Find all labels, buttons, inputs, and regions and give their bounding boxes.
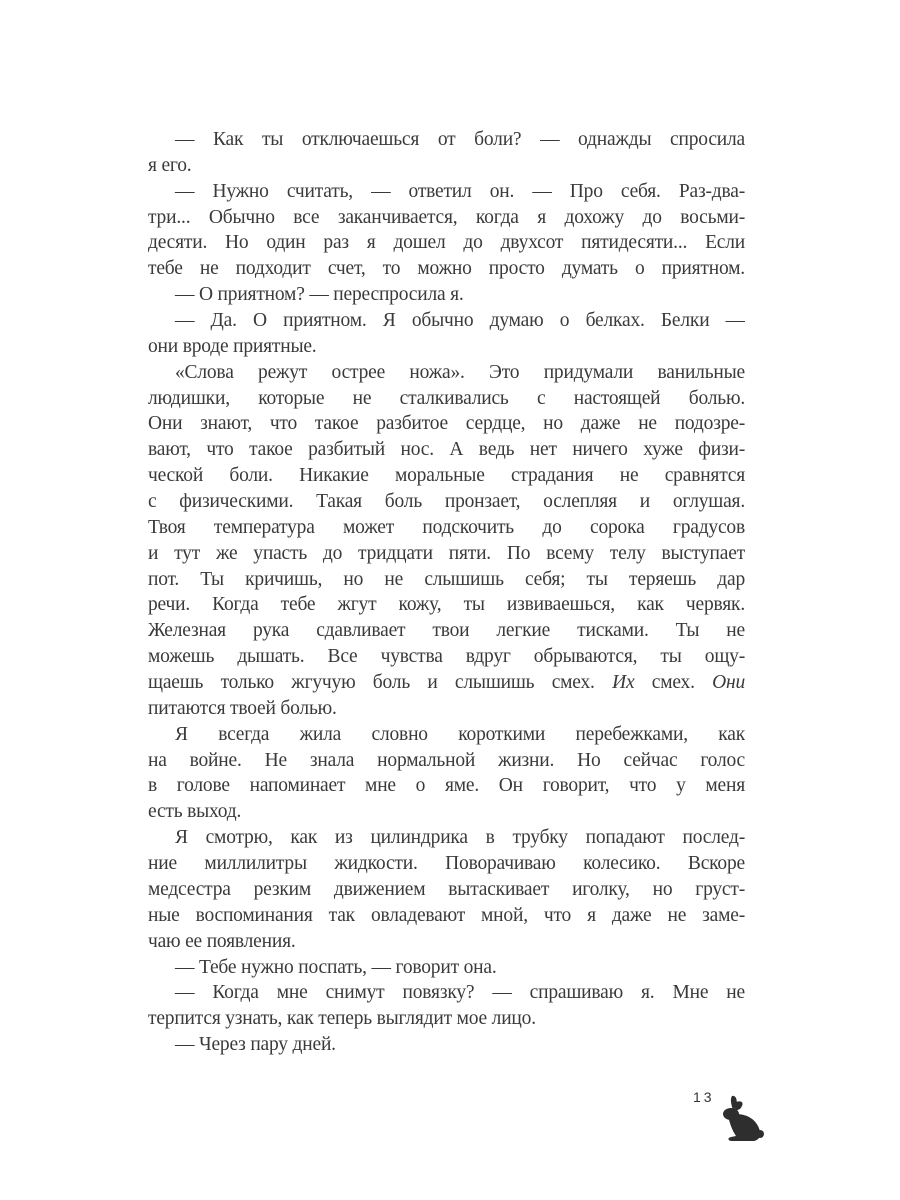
text-segment: — Как ты отключаешься от боли? — однажды спросила: [175, 129, 745, 150]
text-line: [148, 179, 745, 205]
italic-text: Они: [712, 672, 745, 694]
text-segment: они вроде приятные.: [148, 335, 317, 357]
text-segment: Я всегда жила словно короткими перебежками, как: [175, 723, 745, 745]
text-line: [148, 386, 745, 412]
text-segment: Я смотрю, как из цилиндрика в трубку попадают послед-: [175, 827, 745, 849]
text-segment: можешь дышать. Все чувства вдруг обрываются, ты ощу-: [148, 646, 745, 668]
text-segment: — Да. О приятном. Я обычно думаю о белках. Белки —: [175, 310, 745, 332]
text-line: [148, 334, 745, 360]
text-segment: десяти. Но один раз я дошел до двухсот пятидесяти... Если: [148, 232, 745, 254]
text-line: [148, 256, 745, 282]
text-line: [148, 411, 745, 437]
body-text: [148, 127, 745, 1058]
text-line: [148, 592, 745, 618]
text-line: [148, 748, 745, 774]
text-segment: я его.: [148, 154, 192, 176]
text-line: [148, 515, 745, 541]
text-line: [148, 773, 745, 799]
text-segment: и тут же упасть до тридцати пяти. По всему телу выступает: [148, 542, 745, 564]
text-segment: пот. Ты кричишь, но не слышишь себя; ты теряешь дар: [148, 568, 745, 590]
text-segment: — Нужно считать, — ответил он. — Про себя. Раз-два-: [175, 180, 745, 202]
text-line: [148, 799, 745, 825]
text-segment: тебе не подходит счет, то можно просто думать о приятном.: [148, 258, 745, 280]
text-segment: питаются твоей болью.: [148, 697, 337, 719]
text-segment: ные воспоминания так овладевают мной, что я даже не заме-: [148, 904, 745, 926]
text-segment: — О приятном? — переспросила я.: [175, 284, 464, 306]
text-segment: речи. Когда тебе жгут кожу, ты извиваешься, как червяк.: [148, 594, 745, 616]
text-line: [148, 851, 745, 877]
text-line: [148, 308, 745, 334]
italic-text: Их: [612, 672, 635, 694]
text-line: [148, 230, 745, 256]
text-segment: с физическими. Такая боль пронзает, ослепляя и оглушая.: [148, 491, 745, 513]
text-segment: людишки, которые не сталкивались с настоящей болью.: [148, 387, 745, 409]
text-line: [148, 903, 745, 929]
text-segment: — Через пару дней.: [175, 1034, 336, 1056]
text-segment: — Тебе нужно поспать, — говорит она.: [175, 956, 497, 978]
text-segment: есть выход.: [148, 801, 242, 823]
text-line: [148, 696, 745, 722]
text-segment: медсестра резким движением вытаскивает иголку, но груст-: [148, 878, 745, 900]
text-line: [148, 722, 745, 748]
text-line: [148, 489, 745, 515]
text-segment: Твоя температура может подскочить до сорока градусов: [148, 516, 745, 538]
text-line: [148, 618, 745, 644]
text-line: [148, 541, 745, 567]
text-line: [148, 644, 745, 670]
text-line: [148, 825, 745, 851]
text-line: [148, 282, 745, 308]
text-line: [148, 1032, 745, 1058]
text-line: [148, 1006, 745, 1032]
text-segment: чаю ее появления.: [148, 930, 296, 952]
text-line: [148, 955, 745, 981]
text-line: [148, 153, 745, 179]
text-line: [148, 437, 745, 463]
text-segment: ние миллилитры жидкости. Поворачиваю колесико. Вскоре: [148, 853, 745, 875]
text-segment: смех.: [634, 672, 713, 694]
text-line: [148, 670, 745, 696]
text-segment: на войне. Не знала нормальной жизни. Но сейчас голос: [148, 749, 745, 771]
text-segment: вают, что такое разбитый нос. А ведь нет ничего хуже физи-: [148, 439, 745, 461]
text-line: [148, 877, 745, 903]
text-segment: ческой боли. Никакие моральные страдания не сравнятся: [148, 465, 745, 487]
text-segment: три... Обычно все заканчивается, когда я дохожу до восьми-: [148, 206, 745, 228]
text-line: [148, 463, 745, 489]
rabbit-icon: [718, 1094, 766, 1144]
text-line: [148, 929, 745, 955]
page-number: 13: [693, 1089, 715, 1105]
text-line: [148, 205, 745, 231]
text-segment: — Когда мне снимут повязку? — спрашиваю я. Мне не: [175, 982, 745, 1004]
text-segment: щаешь только жгучую боль и слышишь смех.: [148, 672, 613, 694]
text-line: [148, 127, 745, 153]
text-segment: Железная рука сдавливает твои легкие тисками. Ты не: [148, 620, 745, 642]
text-line: [148, 980, 745, 1006]
text-segment: Они знают, что такое разбитое сердце, но даже не подозре-: [148, 413, 745, 435]
text-line: [148, 567, 745, 593]
text-line: [148, 360, 745, 386]
text-segment: в голове напоминает мне о яме. Он говорит, что у меня: [148, 775, 745, 797]
text-segment: «Слова режут острее ножа». Это придумали ванильные: [175, 361, 745, 383]
text-segment: терпится узнать, как теперь выглядит мое лицо.: [148, 1008, 536, 1030]
